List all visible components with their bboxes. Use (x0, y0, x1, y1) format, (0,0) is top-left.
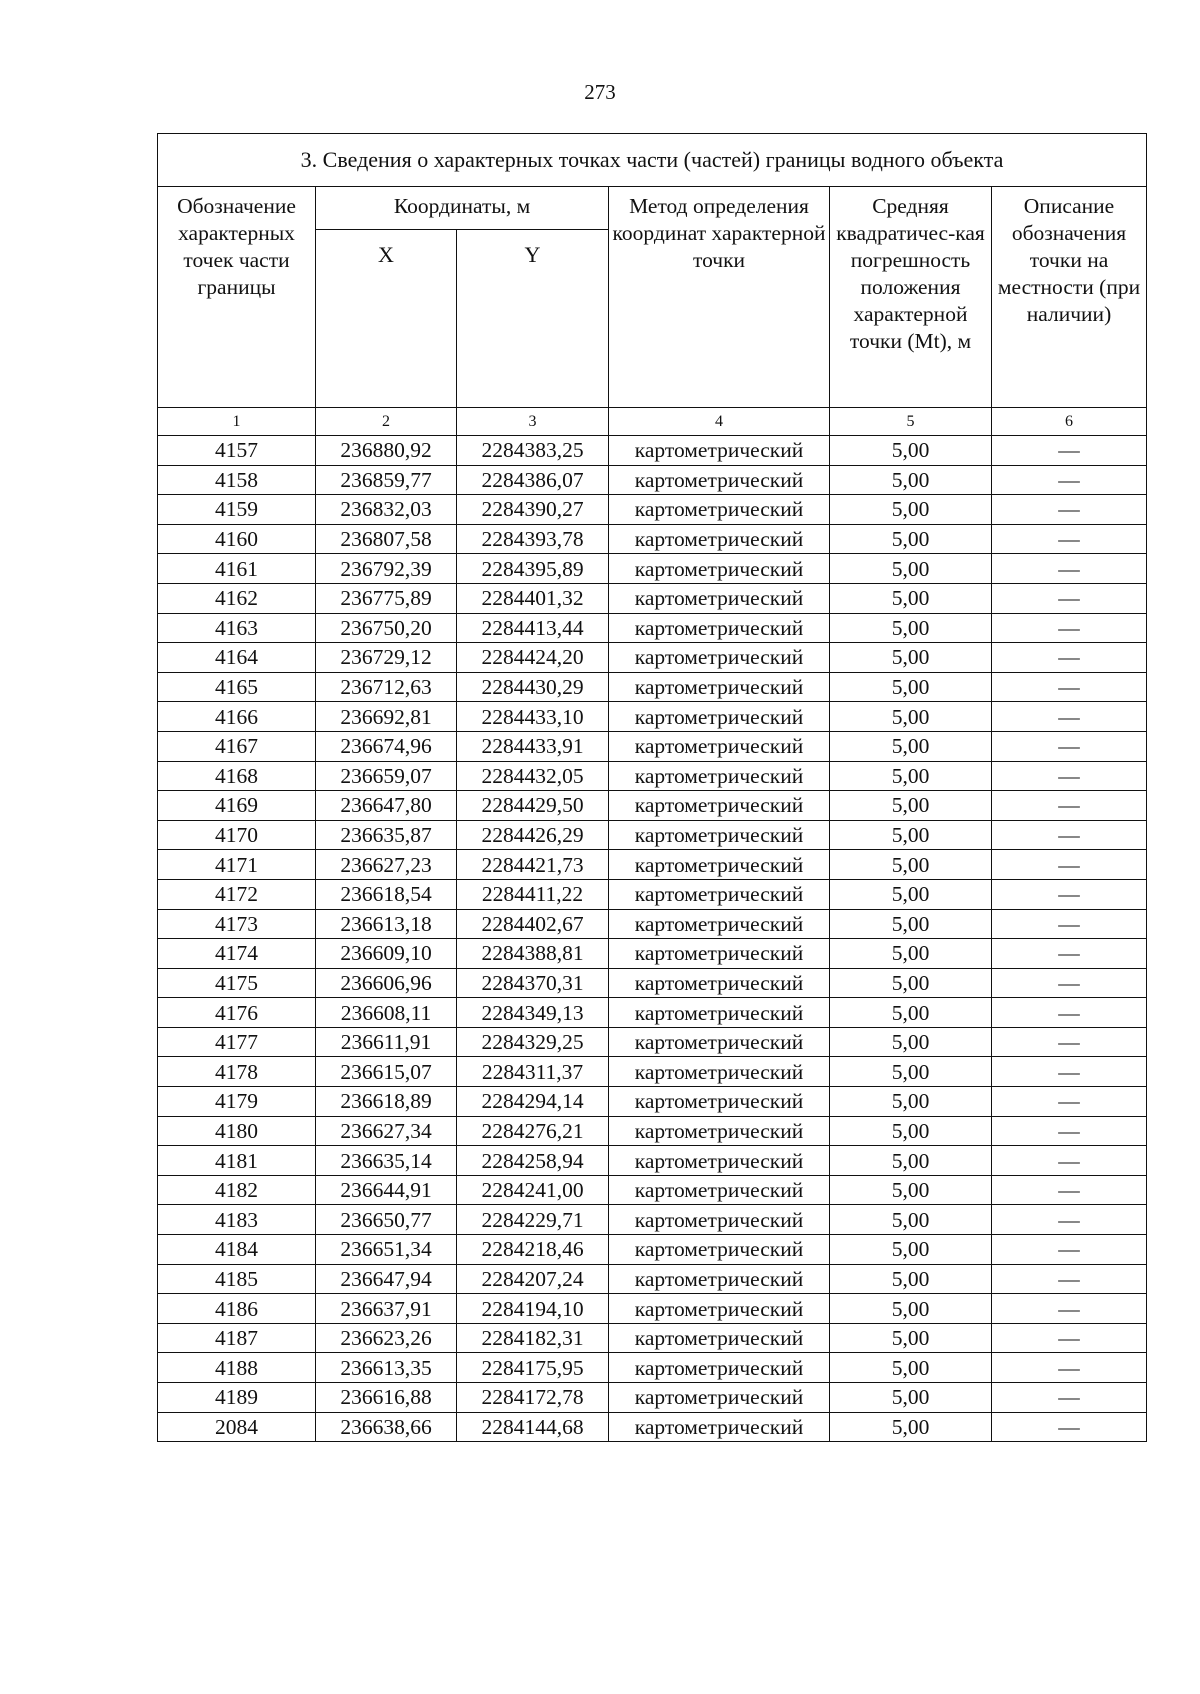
cell-description: — (992, 791, 1147, 821)
header-designation: Обозначение характерных точек части границы (158, 187, 316, 408)
cell-x: 236644,91 (316, 1175, 457, 1205)
table-row (158, 939, 1147, 969)
cell-method: картометрический (609, 436, 830, 466)
cell-x: 236638,66 (316, 1412, 457, 1442)
cell-x: 236618,89 (316, 1087, 457, 1117)
cell-description: — (992, 1353, 1147, 1383)
cell-x: 236650,77 (316, 1205, 457, 1235)
cell-method: картометрический (609, 465, 830, 495)
cell-y: 2284207,24 (457, 1264, 609, 1294)
cell-method: картометрический (609, 909, 830, 939)
cell-description: — (992, 1323, 1147, 1353)
cell-point: 4182 (158, 1175, 316, 1205)
cell-method: картометрический (609, 1383, 830, 1413)
cell-point: 4189 (158, 1383, 316, 1413)
cell-point: 4158 (158, 465, 316, 495)
cell-y: 2284413,44 (457, 613, 609, 643)
cell-error: 5,00 (830, 1294, 992, 1324)
table-row (158, 583, 1147, 613)
cell-point: 4175 (158, 968, 316, 998)
cell-error: 5,00 (830, 1235, 992, 1265)
cell-error: 5,00 (830, 791, 992, 821)
cell-point: 4157 (158, 436, 316, 466)
cell-method: картометрический (609, 1146, 830, 1176)
cell-point: 4184 (158, 1235, 316, 1265)
table-row (158, 554, 1147, 584)
table-row (158, 1116, 1147, 1146)
cell-error: 5,00 (830, 909, 992, 939)
cell-description: — (992, 1027, 1147, 1057)
cell-x: 236651,34 (316, 1235, 457, 1265)
cell-x: 236615,07 (316, 1057, 457, 1087)
cell-description: — (992, 1116, 1147, 1146)
cell-method: картометрический (609, 524, 830, 554)
cell-x: 236692,81 (316, 702, 457, 732)
cell-method: картометрический (609, 1264, 830, 1294)
cell-point: 4168 (158, 761, 316, 791)
cell-x: 236618,54 (316, 879, 457, 909)
cell-point: 4180 (158, 1116, 316, 1146)
cell-point: 4164 (158, 643, 316, 673)
table-row (158, 672, 1147, 702)
cell-description: — (992, 554, 1147, 584)
cell-x: 236807,58 (316, 524, 457, 554)
cell-method: картометрический (609, 702, 830, 732)
table-row (158, 1146, 1147, 1176)
cell-point: 4161 (158, 554, 316, 584)
cell-x: 236635,14 (316, 1146, 457, 1176)
cell-description: — (992, 879, 1147, 909)
table-row (158, 702, 1147, 732)
cell-y: 2284393,78 (457, 524, 609, 554)
table-row (158, 1027, 1147, 1057)
cell-error: 5,00 (830, 850, 992, 880)
cell-description: — (992, 1205, 1147, 1235)
cell-x: 236609,10 (316, 939, 457, 969)
cell-y: 2284194,10 (457, 1294, 609, 1324)
table-row (158, 909, 1147, 939)
cell-y: 2284432,05 (457, 761, 609, 791)
cell-error: 5,00 (830, 1412, 992, 1442)
cell-description: — (992, 1146, 1147, 1176)
cell-description: — (992, 583, 1147, 613)
cell-y: 2284383,25 (457, 436, 609, 466)
cell-method: картометрический (609, 1116, 830, 1146)
cell-method: картометрический (609, 968, 830, 998)
table-row (158, 643, 1147, 673)
cell-y: 2284349,13 (457, 998, 609, 1028)
cell-y: 2284329,25 (457, 1027, 609, 1057)
cell-description: — (992, 850, 1147, 880)
cell-x: 236606,96 (316, 968, 457, 998)
header-y: Y (457, 230, 609, 408)
cell-description: — (992, 820, 1147, 850)
cell-x: 236647,80 (316, 791, 457, 821)
cell-x: 236613,18 (316, 909, 457, 939)
cell-y: 2284433,10 (457, 702, 609, 732)
table-row (158, 1412, 1147, 1442)
cell-error: 5,00 (830, 1146, 992, 1176)
cell-description: — (992, 1412, 1147, 1442)
cell-method: картометрический (609, 1323, 830, 1353)
table-row (158, 495, 1147, 525)
cell-x: 236712,63 (316, 672, 457, 702)
cell-point: 4160 (158, 524, 316, 554)
cell-error: 5,00 (830, 761, 992, 791)
cell-y: 2284424,20 (457, 643, 609, 673)
cell-point: 4185 (158, 1264, 316, 1294)
cell-description: — (992, 672, 1147, 702)
cell-method: картометрический (609, 495, 830, 525)
table-title: 3. Сведения о характерных точках части (частей) границы водного объекта (158, 134, 1147, 187)
cell-y: 2284388,81 (457, 939, 609, 969)
cell-x: 236792,39 (316, 554, 457, 584)
cell-point: 4173 (158, 909, 316, 939)
page-number: 273 (584, 80, 616, 104)
cell-method: картометрический (609, 643, 830, 673)
cell-y: 2284258,94 (457, 1146, 609, 1176)
cell-error: 5,00 (830, 524, 992, 554)
cell-y: 2284421,73 (457, 850, 609, 880)
cell-point: 4167 (158, 731, 316, 761)
cell-error: 5,00 (830, 495, 992, 525)
cell-description: — (992, 1057, 1147, 1087)
table-row (158, 1383, 1147, 1413)
cell-method: картометрический (609, 672, 830, 702)
cell-description: — (992, 939, 1147, 969)
cell-description: — (992, 1087, 1147, 1117)
cell-y: 2284411,22 (457, 879, 609, 909)
cell-point: 4179 (158, 1087, 316, 1117)
cell-point: 2084 (158, 1412, 316, 1442)
cell-error: 5,00 (830, 1264, 992, 1294)
cell-point: 4163 (158, 613, 316, 643)
cell-x: 236637,91 (316, 1294, 457, 1324)
column-number: 6 (992, 408, 1147, 436)
cell-method: картометрический (609, 939, 830, 969)
cell-point: 4174 (158, 939, 316, 969)
header-error: Средняя квадратичес-кая погрешность положения характерной точки (Mt), м (830, 187, 992, 408)
cell-point: 4165 (158, 672, 316, 702)
table-row (158, 524, 1147, 554)
cell-error: 5,00 (830, 939, 992, 969)
table-row (158, 820, 1147, 850)
cell-method: картометрический (609, 998, 830, 1028)
cell-method: картометрический (609, 554, 830, 584)
cell-y: 2284430,29 (457, 672, 609, 702)
table-row (158, 998, 1147, 1028)
cell-method: картометрический (609, 613, 830, 643)
cell-description: — (992, 643, 1147, 673)
cell-description: — (992, 1294, 1147, 1324)
table-row (158, 761, 1147, 791)
table-row (158, 968, 1147, 998)
table-row (158, 1294, 1147, 1324)
column-number: 1 (158, 408, 316, 436)
cell-point: 4171 (158, 850, 316, 880)
cell-x: 236647,94 (316, 1264, 457, 1294)
cell-description: — (992, 909, 1147, 939)
cell-y: 2284370,31 (457, 968, 609, 998)
cell-point: 4159 (158, 495, 316, 525)
cell-description: — (992, 968, 1147, 998)
cell-description: — (992, 998, 1147, 1028)
cell-method: картометрический (609, 1235, 830, 1265)
cell-point: 4170 (158, 820, 316, 850)
cell-point: 4162 (158, 583, 316, 613)
column-number: 5 (830, 408, 992, 436)
cell-description: — (992, 761, 1147, 791)
cell-x: 236623,26 (316, 1323, 457, 1353)
cell-error: 5,00 (830, 968, 992, 998)
header-x: X (316, 230, 457, 408)
cell-error: 5,00 (830, 1323, 992, 1353)
cell-method: картометрический (609, 791, 830, 821)
header-description: Описание обозначения точки на местности (при наличии) (992, 187, 1147, 408)
cell-method: картометрический (609, 1294, 830, 1324)
cell-x: 236616,88 (316, 1383, 457, 1413)
cell-y: 2284276,21 (457, 1116, 609, 1146)
cell-x: 236775,89 (316, 583, 457, 613)
table-row (158, 1205, 1147, 1235)
cell-y: 2284390,27 (457, 495, 609, 525)
cell-error: 5,00 (830, 613, 992, 643)
cell-method: картометрический (609, 820, 830, 850)
cell-description: — (992, 524, 1147, 554)
cell-y: 2284218,46 (457, 1235, 609, 1265)
column-number: 4 (609, 408, 830, 436)
cell-method: картометрический (609, 1057, 830, 1087)
cell-error: 5,00 (830, 643, 992, 673)
cell-x: 236613,35 (316, 1353, 457, 1383)
cell-error: 5,00 (830, 1027, 992, 1057)
cell-error: 5,00 (830, 554, 992, 584)
cell-error: 5,00 (830, 702, 992, 732)
cell-description: — (992, 465, 1147, 495)
cell-point: 4172 (158, 879, 316, 909)
cell-x: 236859,77 (316, 465, 457, 495)
cell-description: — (992, 1264, 1147, 1294)
cell-method: картометрический (609, 731, 830, 761)
table-body (158, 436, 1147, 1442)
cell-point: 4181 (158, 1146, 316, 1176)
cell-x: 236627,34 (316, 1116, 457, 1146)
cell-y: 2284241,00 (457, 1175, 609, 1205)
table-row (158, 791, 1147, 821)
cell-description: — (992, 1383, 1147, 1413)
cell-y: 2284386,07 (457, 465, 609, 495)
cell-point: 4188 (158, 1353, 316, 1383)
cell-y: 2284144,68 (457, 1412, 609, 1442)
cell-error: 5,00 (830, 672, 992, 702)
table-row (158, 1323, 1147, 1353)
table-row (158, 1057, 1147, 1087)
cell-error: 5,00 (830, 1175, 992, 1205)
table-row (158, 850, 1147, 880)
cell-x: 236659,07 (316, 761, 457, 791)
table-row (158, 436, 1147, 466)
cell-y: 2284429,50 (457, 791, 609, 821)
cell-error: 5,00 (830, 436, 992, 466)
cell-y: 2284401,32 (457, 583, 609, 613)
cell-error: 5,00 (830, 1116, 992, 1146)
cell-method: картометрический (609, 761, 830, 791)
cell-point: 4177 (158, 1027, 316, 1057)
cell-y: 2284182,31 (457, 1323, 609, 1353)
cell-y: 2284395,89 (457, 554, 609, 584)
cell-method: картометрический (609, 1353, 830, 1383)
cell-x: 236611,91 (316, 1027, 457, 1057)
cell-description: — (992, 1175, 1147, 1205)
table-row (158, 1235, 1147, 1265)
cell-error: 5,00 (830, 465, 992, 495)
cell-error: 5,00 (830, 583, 992, 613)
header-coordinates: Координаты, м (316, 187, 609, 230)
table-row (158, 731, 1147, 761)
cell-method: картометрический (609, 583, 830, 613)
cell-description: — (992, 731, 1147, 761)
header-method: Метод определения координат характерной точки (609, 187, 830, 408)
table-row (158, 465, 1147, 495)
table-row (158, 879, 1147, 909)
cell-y: 2284294,14 (457, 1087, 609, 1117)
cell-point: 4183 (158, 1205, 316, 1235)
cell-y: 2284402,67 (457, 909, 609, 939)
cell-y: 2284172,78 (457, 1383, 609, 1413)
cell-y: 2284175,95 (457, 1353, 609, 1383)
column-number: 3 (457, 408, 609, 436)
cell-error: 5,00 (830, 1057, 992, 1087)
cell-y: 2284311,37 (457, 1057, 609, 1087)
cell-y: 2284426,29 (457, 820, 609, 850)
table-row (158, 613, 1147, 643)
cell-description: — (992, 495, 1147, 525)
table-row (158, 1353, 1147, 1383)
cell-x: 236880,92 (316, 436, 457, 466)
cell-error: 5,00 (830, 731, 992, 761)
cell-x: 236608,11 (316, 998, 457, 1028)
cell-y: 2284433,91 (457, 731, 609, 761)
table-row (158, 1087, 1147, 1117)
column-number: 2 (316, 408, 457, 436)
cell-error: 5,00 (830, 998, 992, 1028)
cell-error: 5,00 (830, 1353, 992, 1383)
cell-point: 4178 (158, 1057, 316, 1087)
cell-method: картометрический (609, 879, 830, 909)
cell-method: картометрический (609, 850, 830, 880)
cell-y: 2284229,71 (457, 1205, 609, 1235)
cell-point: 4166 (158, 702, 316, 732)
table-row (158, 1175, 1147, 1205)
cell-x: 236674,96 (316, 731, 457, 761)
cell-x: 236832,03 (316, 495, 457, 525)
cell-description: — (992, 613, 1147, 643)
cell-x: 236635,87 (316, 820, 457, 850)
cell-error: 5,00 (830, 820, 992, 850)
cell-x: 236627,23 (316, 850, 457, 880)
cell-method: картометрический (609, 1027, 830, 1057)
boundary-points-table (157, 133, 1147, 1442)
cell-method: картометрический (609, 1412, 830, 1442)
cell-x: 236750,20 (316, 613, 457, 643)
table-row (158, 1264, 1147, 1294)
cell-x: 236729,12 (316, 643, 457, 673)
cell-error: 5,00 (830, 1205, 992, 1235)
cell-error: 5,00 (830, 879, 992, 909)
cell-method: картометрический (609, 1175, 830, 1205)
column-numbers-row (158, 408, 1147, 436)
cell-description: — (992, 1235, 1147, 1265)
cell-point: 4187 (158, 1323, 316, 1353)
cell-method: картометрический (609, 1087, 830, 1117)
cell-point: 4169 (158, 791, 316, 821)
cell-description: — (992, 702, 1147, 732)
cell-point: 4176 (158, 998, 316, 1028)
cell-point: 4186 (158, 1294, 316, 1324)
cell-error: 5,00 (830, 1087, 992, 1117)
cell-error: 5,00 (830, 1383, 992, 1413)
cell-method: картометрический (609, 1205, 830, 1235)
cell-description: — (992, 436, 1147, 466)
